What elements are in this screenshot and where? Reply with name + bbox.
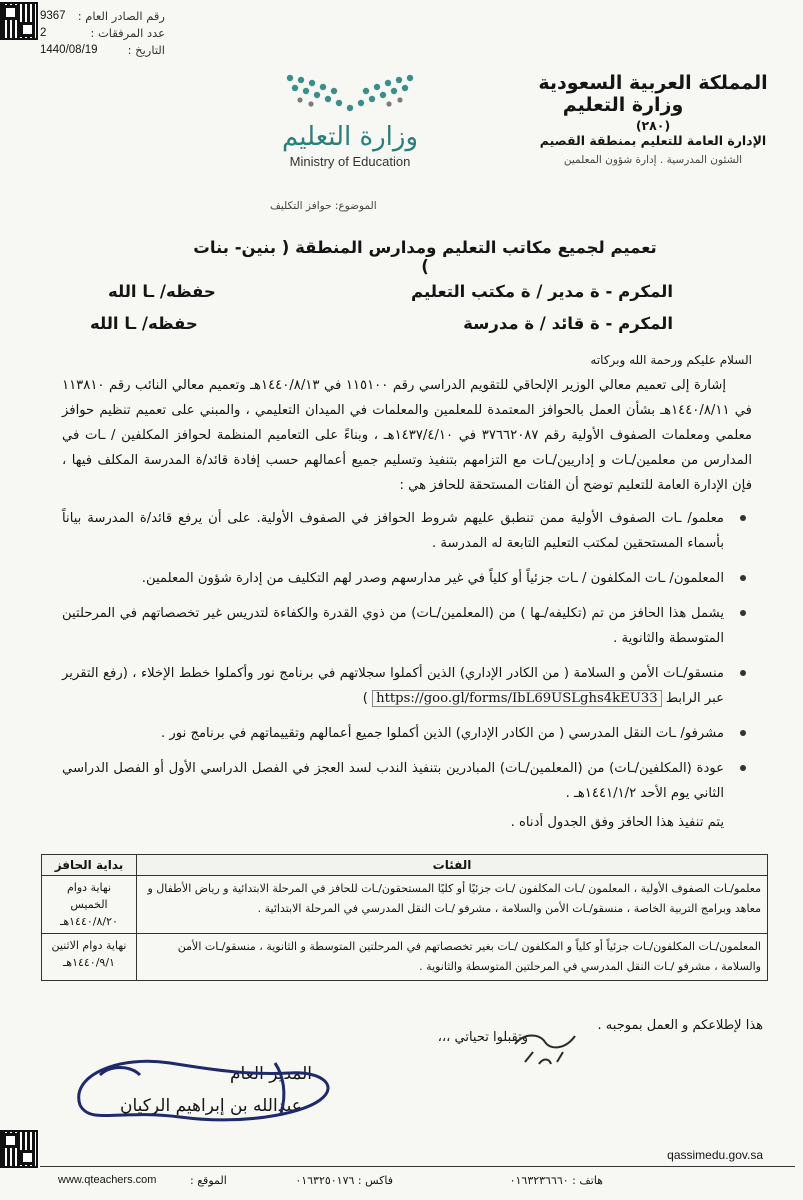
ref-number-label: رقم الصادر العام : <box>77 9 165 23</box>
office-code: (٢٨٠) <box>635 118 671 133</box>
letter-body <box>62 348 752 835</box>
salutation: السلام عليكم ورحمة الله وبركاته <box>590 353 752 367</box>
kingdom-name: المملكة العربية السعودية <box>538 72 768 94</box>
addressee-1: المكرم - ة مدير / ة مكتب التعليم <box>411 282 673 301</box>
signatory-title: المدير العام <box>230 1064 312 1084</box>
criterion-item-link: منسقو/ـات الأمن و السلامة ( من الكادر الإداري) الذين أكملوا سجلاتهم في برنامج نور وأكملوا خطط الإخلاء ، (رفع التقرير عبر الرابط https://goo.gl/forms/IbL69USLghs4kEU33 ) <box>62 661 752 711</box>
criterion-item: مشرفو/ ـات النقل المدرسي ( من الكادر الإداري) الذين أكملوا جميع أعمالهم وتقييماتهم في برنامج نور . <box>62 721 752 746</box>
intro-paragraph: إشارة إلى تعميم معالي الوزير الإلحاقي للتقويم الدراسي رقم ١١٥١٠٠ في ١٤٤٠/٨/١٣هـ وتعميم معالي النائب رقم ١١٣٨١٠ في ١٤٤٠/٨/١١هـ بشأن العمل بالحوافز المعتمدة للمعلمين والمعلمات في الميدان التعليمي ، والمبني على تعميم تنظيم حوافز معلمي ومعلمات الصفوف الأولية رقم ٣٧٦٦٢٠٨٧ في ١٤٣٧/٤/١٠هـ ، وبناءً على التعاميم المنظمة لحوافز المكلفين / ـات في المدارس من معلمين/ـات و إداريين/ـات مع التزامهم بتنفيذ وتسليم جميع أعمالهم حسب إفادة قائد/ة المدرسة المكلف فيها ، فإن الإدارة العامة للتعليم توضح أن الفئات المستحقة للحافز هي : <box>62 378 752 493</box>
regards-line: وتقبلوا تحياتي ،،، <box>437 1030 528 1045</box>
criterion-item: يشمل هذا الحافز من تم (تكليفه/ـها ) من (المعلمين/ـات) من ذوي القدرة والكفاءة لتدريس غير تخصصاتهم في المرحلتين المتوسطة والثانوية . <box>62 601 752 651</box>
footer-divider <box>40 1166 795 1167</box>
report-form-link[interactable]: https://goo.gl/forms/IbL69USLghs4kEU33 <box>372 690 662 707</box>
criterion-item: معلمو/ ـات الصفوف الأولية ممن تنطبق عليهم شروط الحوافز في الصفوف الأولية. على أن يرفع قائد/ة المدرسة بياناً بأسماء المستحقين لمكتب التعليم التابعة له المدرسة . <box>62 506 752 556</box>
addressee-2-greeting: حفظه/ ـا الله <box>90 314 198 333</box>
closing-line: هذا لإطلاعكم و العمل بموجبه . <box>597 1018 763 1033</box>
ref-date: 1440/08/19 <box>40 44 98 56</box>
ref-attachments: 2 <box>40 27 47 39</box>
table-intro: يتم تنفيذ هذا الحافز وفق الجدول أدناه . <box>510 815 724 830</box>
criterion-item: عودة (المكلفين/ـات) من (المعلمين/ـات) المبادرين بتنفيذ الندب لسد العجز في الفصل الدراسي الأول أو الفصل الدراسي الثاني يوم الأحد ١٤٤١/١/٢هـ . <box>62 756 752 806</box>
ref-number: 9367 <box>40 10 66 22</box>
subject-line: الموضوع: حوافز التكليف <box>270 200 377 212</box>
website-url[interactable]: qassimedu.gov.sa <box>667 1148 763 1162</box>
criterion-item: المعلمون/ ـات المكلفون / ـات جزئياً أو كلياً في غير مدارسهم وصدر لهم التكليف من إدارة شؤون المعلمين. <box>62 566 752 591</box>
footer-site-label: الموقع : <box>190 1174 227 1187</box>
bullet-icon <box>740 730 746 736</box>
circular-title: تعميم لجميع مكاتب التعليم ومدارس المنطقة ( بنين- بنات ) <box>193 238 657 276</box>
addressee-1-greeting: حفظه/ ـا الله <box>108 282 216 301</box>
handwritten-signature <box>60 1045 360 1135</box>
bullet-icon <box>740 765 746 771</box>
table-row <box>42 934 768 981</box>
department-name: الشئون المدرسية . إدارة شؤون المعلمين <box>563 154 743 166</box>
start-cell: نهاية دوام الخميس ١٤٤٠/٨/٢٠هـ <box>42 876 137 934</box>
table-row <box>42 876 768 934</box>
ministry-logo <box>250 70 450 169</box>
incentive-table <box>41 854 768 981</box>
ministry-name: وزارة التعليم <box>562 94 684 116</box>
col-categories-header: الفئات <box>137 855 768 876</box>
qr-code-top <box>0 2 38 40</box>
bullet-icon <box>740 670 746 676</box>
ref-attachments-label: عدد المرفقات : <box>90 26 165 40</box>
logo-english-text: Ministry of Education <box>289 154 411 169</box>
categories-cell: المعلمون/ـات المكلفون/ـات جزئياً أو كلياً و المكلفون /ـات بغير تخصصاتهم في المرحلتين المتوسطة و الثانوية ، منسقو/ـات الأمن والسلامة ، مشرفو /ـات النقل المدرسي في المرحلتين المتوسطة والثانوية . <box>137 934 768 981</box>
start-cell: نهاية دوام الاثنين ١٤٤٠/٩/١هـ <box>42 934 137 981</box>
reference-block <box>40 8 165 59</box>
footer-site-url[interactable]: www.qteachers.com <box>58 1174 157 1186</box>
qr-code-bottom <box>0 1130 38 1168</box>
ministry-logo-icon <box>275 70 425 114</box>
logo-arabic-text: وزارة التعليم <box>281 122 419 152</box>
ref-date-label: التاريخ : <box>127 43 165 57</box>
letterhead <box>523 72 783 166</box>
criteria-list <box>62 506 752 806</box>
handwritten-initials <box>505 1022 585 1072</box>
bullet-icon <box>740 575 746 581</box>
col-start-header: بداية الحافز <box>42 855 137 876</box>
footer-fax: فاكس : ٠١٦٣٢٥٠١٧٦ <box>295 1174 393 1187</box>
directorate-name: الإدارة العامة للتعليم بمنطقة القصيم <box>539 133 767 148</box>
footer-phone: هاتف : ٠١٦٣٢٣٦٦٦٠ <box>509 1174 603 1187</box>
categories-cell: معلمو/ـات الصفوف الأولية ، المعلمون /ـات المكلفون /ـات جزئيًا أو كليًا المستحقون/ـات للحافز في المرحلة الابتدائية و رياض الأطفال و معاهد وبرامج التربية الخاصة ، منسقو/ـات الأمن والسلامة ، مشرفو /ـات النقل المدرسي في المرحلة الابتدائية . <box>137 876 768 934</box>
addressee-2: المكرم - ة قائد / ة مدرسة <box>463 314 673 333</box>
bullet-icon <box>740 610 746 616</box>
signatory-name: عبدالله بن إبراهيم الركيان <box>120 1096 302 1116</box>
bullet-icon <box>740 515 746 521</box>
